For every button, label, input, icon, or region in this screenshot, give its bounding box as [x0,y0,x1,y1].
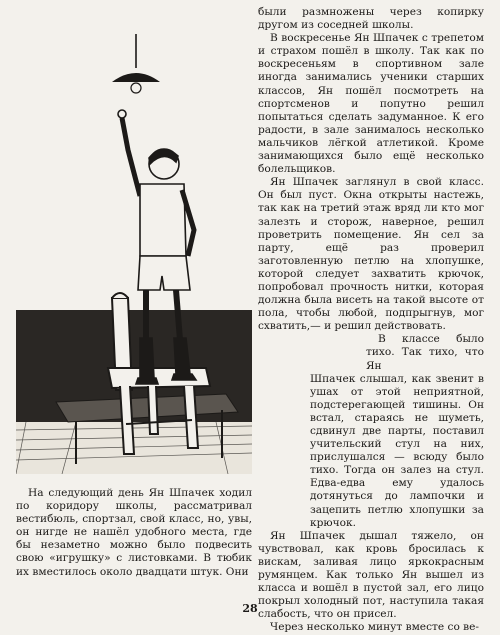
paragraph: В воскресенье Ян Шпачек с трепетом и страхом пошёл в школу. Так как по воскресеньям в спортивном зале иногда занимались ученики старших классов, Ян пошёл посмотреть на спортсменов и попутно решил попытаться сделать задуманное. К его радости, в зале занималось несколько мальчиков лёгкой атлетикой. Кроме занимающихся было ещё несколько болельщиков. [258,32,484,176]
paragraph: На следующий день Ян Шпачек ходил по коридору школы, рассматривал вестибюль, спортзал, свой класс, но, увы, он нигде не нашёл удобного места, где бы незаметно можно было подвесить свою «игрушку» с листовками. В тюбик их вместилось около двадцати штук. Они [16,487,252,578]
paragraph: Ян Шпачек заглянул в свой класс. Он был пуст. Окна открыты настежь, так как на третий этаж вряд ли кто мог залезть и сторож, наверное, решил проветрить помещение. Ян сел за парту, ещё раз проверил заготовленную петлю на хлопушке, которой следует захватить крючок, попробовал прочность нитки, которая должна была висеть на такой высоте от пола, чтобы любой, подпрыгнув, мог схватить,— и решил действовать. [258,176,484,333]
boy-on-chair-illustration [16,34,252,474]
right-text-column [258,6,484,635]
page-number: 28 [242,602,258,615]
bottom-text-column [16,487,252,579]
paragraph: В классе было тихо. Так тихо, что Ян [366,333,484,372]
paragraph: Ян Шпачек дышал тяжело, он чувствовал, как кровь бросилась к вискам, заливая лицо яркокрасным румянцем. Как только Ян вышел из класса и вошёл в пустой зал, его лицо покрыл холодный пот, наступила такая слабость, что он присел. [258,529,484,621]
lamp-shade [112,73,160,82]
paragraph-continued: Шпачек слышал, как звенит в ушах от этой неприятной, подстерегающей тишины. Он встал, стараясь не шуметь, сдвинул две парты, поставил учительский стул на них, прислушался — всюду было тихо. Тогда он залез на стул. Едва-едва ему удалось дотянуться до лампочки и зацепить петлю хлопушки за крючок. [310,372,484,529]
paragraph: были размножены через копирку другом из соседней школы. [258,6,484,32]
light-bulb [131,83,141,93]
paragraph: Через несколько минут вместе со ве- [270,621,479,634]
